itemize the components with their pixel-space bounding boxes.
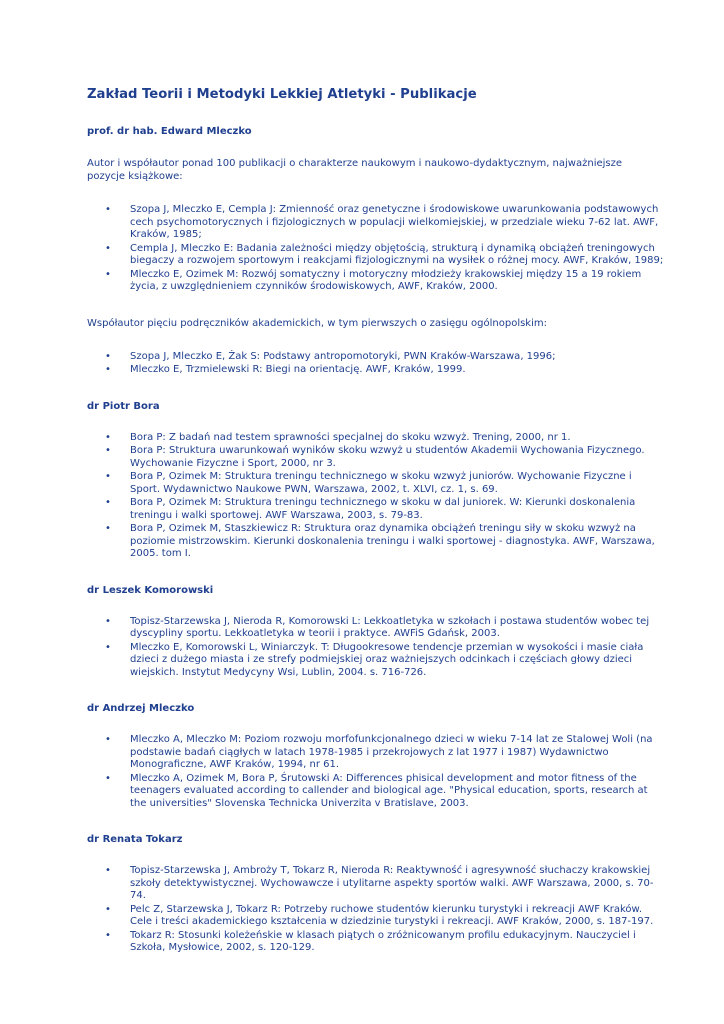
bullet-icon: • <box>105 242 111 254</box>
bullet-icon: • <box>105 471 111 482</box>
author-heading: dr Piotr Bora <box>87 400 160 412</box>
list-item: • Mleczko A, Ozimek M, Bora P, Śrutowski A: Differences phisical development and motor fitness of the teenagers evaluated according to callender and biological age. "Physical education, sports, research at the universities" Slovenska Technicka Univerzita v Bratislave, 2003. <box>105 772 648 809</box>
list-item: • Mleczko E, Ozimek M: Rozwój somatyczny i motoryczny młodzieży krakowskiej między 15 a 19 rokiem życia, z uwzględnieniem czynników środowiskowych, AWF, Kraków, 2000. <box>105 268 642 292</box>
list-item: • Pelc Z, Starzewska J, Tokarz R: Potrzeby ruchowe studentów kierunku turystyki i rekreacji AWF Kraków. Cele i treści akademickiego kształcenia w dziedzinie turystyki i rekreacji. AWF Kraków, 2000, s. 187-197. <box>105 903 654 927</box>
bullet-icon: • <box>105 615 111 627</box>
list-item: • Bora P, Ozimek M: Struktura treningu technicznego w skoku wzwyż juniorów. Wychowanie Fizyczne i Sport. Wydawnictwo Naukowe PWN, Warszawa, 2002, t. XLVI, cz. 1, s. 69. <box>105 471 632 495</box>
list-item: • Bora P, Ozimek M, Staszkiewicz R: Struktura oraz dynamika obciążeń treningu siły w skoku wzwyż na poziomie mistrzowskim. Kierunki doskonalenia treningu i walki sportowej - diagnostyka. AWF, Warszawa, 2005. tom I. <box>105 523 655 559</box>
list-item: • Mleczko E, Trzmielewski R: Biegi na orientację. AWF, Kraków, 1999. <box>105 364 466 375</box>
list-item: • Mleczko E, Komorowski L, Winiarczyk. T: Długookresowe tendencje przemian w wysokości i masie ciała dzieci z dużego miasta i ze strefy podmiejskiej oraz ważniejszych odcinkach i częściach głowy dzieci wiejskich. Instytut Medycyny Wsi, Lublin, 2004. s. 716-726. <box>105 641 644 678</box>
section-komorowski <box>87 584 664 680</box>
list-item: • Bora P: Struktura uwarunkowań wyników skoku wzwyż u studentów Akademii Wychowania Fizycznego. Wychowanie Fizyczne i Sport, 2000, nr 3. <box>105 445 645 469</box>
publication-list <box>87 734 664 810</box>
list-item: • Bora P, Ozimek M: Struktura treningu technicznego w skoku w dal juniorek. W: Kierunki doskonalenia treningu i walki sportowej. AWF Warszawa, 2003, s. 79-83. <box>105 497 636 521</box>
publication-list <box>87 616 664 680</box>
intro-paragraph: Współautor pięciu podręczników akademickich, w tym pierwszych o zasięgu ogólnopolskim: <box>87 317 547 329</box>
list-item: • Bora P: Z badań nad testem sprawności specjalnej do skoku wzwyż. Trening, 2000, nr 1. <box>105 431 571 443</box>
list-item: • Szopa J, Mleczko E, Cempla J: Zmienność oraz genetyczne i środowiskowe uwarunkowania podstawowych cech psychomotorycznych i fizjologicznych w populacji wielkomiejskiej, w przedziale wieku 7-62 lat. AWF, Kraków, 1985; <box>105 204 659 240</box>
bullet-icon: • <box>105 364 111 375</box>
section-tokarz <box>87 833 664 955</box>
bullet-icon: • <box>105 523 111 534</box>
bullet-icon: • <box>105 772 111 784</box>
bullet-icon: • <box>105 431 111 443</box>
bullet-icon: • <box>105 350 111 362</box>
list-item: • Cempla J, Mleczko E: Badania zależności między objętością, strukturą i dynamiką obciążeń treningowych biegaczy a rozwojem sportowym i reakcjami fizjologicznymi na wysiłek o różnej mocy. AWF, Kraków, 1989; <box>105 242 664 266</box>
bullet-icon: • <box>105 641 111 653</box>
section-mleczko-andrzej <box>87 702 664 810</box>
list-item: • Topisz-Starzewska J, Ambroży T, Tokarz R, Nieroda R: Reaktywność i agresywność słuchaczy krakowskiej szkoły detektywistycznej. Wychowawcze i utylitarne aspekty sportów walki. AWF Warszawa, 2000, s. 70-74. <box>105 865 654 901</box>
publication-list <box>87 432 664 561</box>
bullet-icon: • <box>105 268 111 280</box>
page-title: Zakład Teorii i Metodyki Lekkiej Atletyki - Publikacje <box>87 87 477 102</box>
bullet-icon: • <box>105 865 111 876</box>
bullet-icon: • <box>105 445 111 456</box>
section-bora <box>87 400 664 561</box>
author-heading: prof. dr hab. Edward Mleczko <box>87 126 252 137</box>
list-item: • Szopa J, Mleczko E, Żak S: Podstawy antropomotoryki, PWN Kraków-Warszawa, 1996; <box>105 350 556 362</box>
bullet-icon: • <box>105 734 111 745</box>
publication-list <box>87 865 664 955</box>
publication-list <box>87 204 664 294</box>
intro-paragraph: Autor i współautor ponad 100 publikacji o charakterze naukowym i naukowo-dydaktycznym, najważniejsze pozycje książkowe: <box>87 158 623 182</box>
author-heading: dr Andrzej Mleczko <box>87 703 195 714</box>
list-item: • Mleczko A, Mleczko M: Poziom rozwoju morfofunkcjonalnego dzieci w wieku 7-14 lat ze Stalowej Woli (na podstawie badań ciągłych w latach 1978-1985 i przekrojowych z lat 1977 i 1987) Wydawnictwo Monograficzne, AWF Kraków, 1994, nr 61. <box>105 734 653 770</box>
list-item: • Topisz-Starzewska J, Nieroda R, Komorowski L: Lekkoatletyka w szkołach i postawa studentów wobec tej dyscypliny sportu. Lekkoatletyka w teorii i praktyce. AWFiS Gdańsk, 2003. <box>105 615 650 639</box>
section-mleczko-edward <box>87 125 664 377</box>
author-heading: dr Renata Tokarz <box>87 834 183 845</box>
bullet-icon: • <box>105 497 111 508</box>
bullet-icon: • <box>105 903 111 915</box>
list-item: • Tokarz R: Stosunki koleżeńskie w klasach piątych o zróżnicowanym profilu edukacyjnym. Nauczyciel i Szkoła, Mysłowice, 2002, s. 120-129. <box>105 929 636 953</box>
publication-list <box>87 351 664 377</box>
author-heading: dr Leszek Komorowski <box>87 584 214 596</box>
bullet-icon: • <box>105 204 111 215</box>
bullet-icon: • <box>105 929 111 941</box>
